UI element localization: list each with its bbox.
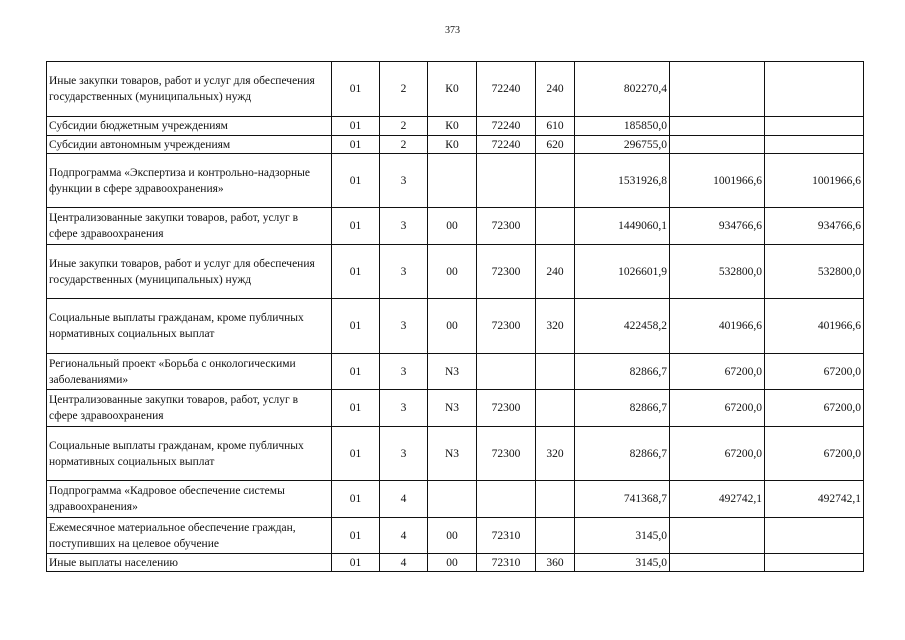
amount-year-3 [765,136,864,154]
subsection-code: 3 [380,354,428,390]
expense-type-code [536,154,575,208]
section-code: 01 [332,154,380,208]
table-row [47,62,864,117]
section-code: 01 [332,554,380,572]
expense-type-code: 620 [536,136,575,154]
target-article-code: 72310 [477,554,536,572]
table-row [47,154,864,208]
table-row [47,481,864,518]
amount-year-2 [670,136,765,154]
expense-type-code: 610 [536,117,575,136]
table-row [47,136,864,154]
amount-year-3: 67200,0 [765,390,864,427]
table-row [47,245,864,299]
amount-year-2: 532800,0 [670,245,765,299]
target-program-code: N3 [428,354,477,390]
section-code: 01 [332,354,380,390]
section-code: 01 [332,427,380,481]
target-article-code: 72240 [477,136,536,154]
amount-year-1: 185850,0 [575,117,670,136]
target-program-code [428,154,477,208]
amount-year-3 [765,554,864,572]
target-article-code: 72240 [477,62,536,117]
target-program-code: 00 [428,208,477,245]
row-name: Субсидии бюджетным учреждениям [47,117,332,136]
amount-year-1: 1026601,9 [575,245,670,299]
target-article-code [477,154,536,208]
amount-year-1: 1449060,1 [575,208,670,245]
section-code: 01 [332,518,380,554]
amount-year-1: 296755,0 [575,136,670,154]
amount-year-1: 802270,4 [575,62,670,117]
target-article-code: 72300 [477,427,536,481]
row-name: Подпрограмма «Кадровое обеспечение системы здравоохранения» [47,481,332,518]
amount-year-2: 1001966,6 [670,154,765,208]
expense-type-code [536,481,575,518]
target-program-code: N3 [428,427,477,481]
section-code: 01 [332,481,380,518]
target-article-code: 72300 [477,208,536,245]
subsection-code: 3 [380,154,428,208]
target-program-code: К0 [428,136,477,154]
amount-year-1: 422458,2 [575,299,670,354]
subsection-code: 3 [380,245,428,299]
amount-year-2: 67200,0 [670,427,765,481]
subsection-code: 3 [380,390,428,427]
expense-type-code: 360 [536,554,575,572]
table-row [47,299,864,354]
budget-table [46,61,864,572]
row-name: Региональный проект «Борьба с онкологическими заболеваниями» [47,354,332,390]
row-name: Иные закупки товаров, работ и услуг для обеспечения государственных (муниципальных) нужд [47,245,332,299]
subsection-code: 2 [380,117,428,136]
amount-year-3: 532800,0 [765,245,864,299]
target-article-code [477,354,536,390]
section-code: 01 [332,117,380,136]
expense-type-code [536,208,575,245]
subsection-code: 2 [380,136,428,154]
section-code: 01 [332,208,380,245]
row-name: Иные закупки товаров, работ и услуг для обеспечения государственных (муниципальных) нужд [47,62,332,117]
target-article-code: 72300 [477,390,536,427]
target-program-code: 00 [428,518,477,554]
table-row [47,554,864,572]
table-row [47,117,864,136]
amount-year-3 [765,62,864,117]
expense-type-code [536,354,575,390]
table-row [47,518,864,554]
target-article-code: 72300 [477,299,536,354]
amount-year-1: 1531926,8 [575,154,670,208]
amount-year-1: 82866,7 [575,427,670,481]
row-name: Подпрограмма «Экспертиза и контрольно-надзорные функции в сфере здравоохранения» [47,154,332,208]
amount-year-2: 67200,0 [670,354,765,390]
table-row [47,208,864,245]
target-article-code [477,481,536,518]
amount-year-3: 1001966,6 [765,154,864,208]
target-article-code: 72240 [477,117,536,136]
target-program-code: К0 [428,62,477,117]
section-code: 01 [332,245,380,299]
amount-year-3: 67200,0 [765,427,864,481]
row-name: Централизованные закупки товаров, работ, услуг в сфере здравоохранения [47,208,332,245]
expense-type-code: 240 [536,62,575,117]
row-name: Ежемесячное материальное обеспечение граждан, поступивших на целевое обучение [47,518,332,554]
amount-year-3: 492742,1 [765,481,864,518]
amount-year-1: 3145,0 [575,518,670,554]
row-name: Иные выплаты населению [47,554,332,572]
amount-year-3: 934766,6 [765,208,864,245]
amount-year-1: 82866,7 [575,354,670,390]
amount-year-3: 401966,6 [765,299,864,354]
section-code: 01 [332,299,380,354]
amount-year-1: 741368,7 [575,481,670,518]
table-row [47,354,864,390]
section-code: 01 [332,136,380,154]
target-program-code: N3 [428,390,477,427]
expense-type-code [536,390,575,427]
target-program-code [428,481,477,518]
subsection-code: 3 [380,299,428,354]
amount-year-2 [670,117,765,136]
amount-year-2 [670,518,765,554]
amount-year-1: 82866,7 [575,390,670,427]
row-name: Социальные выплаты гражданам, кроме публичных нормативных социальных выплат [47,299,332,354]
amount-year-2: 492742,1 [670,481,765,518]
page-number: 373 [445,25,460,36]
amount-year-1: 3145,0 [575,554,670,572]
row-name: Централизованные закупки товаров, работ, услуг в сфере здравоохранения [47,390,332,427]
subsection-code: 2 [380,62,428,117]
target-program-code: 00 [428,245,477,299]
target-article-code: 72310 [477,518,536,554]
row-name: Социальные выплаты гражданам, кроме публичных нормативных социальных выплат [47,427,332,481]
amount-year-3 [765,518,864,554]
expense-type-code: 320 [536,427,575,481]
table-row [47,390,864,427]
expense-type-code: 240 [536,245,575,299]
amount-year-2: 934766,6 [670,208,765,245]
amount-year-3 [765,117,864,136]
amount-year-3: 67200,0 [765,354,864,390]
subsection-code: 3 [380,427,428,481]
section-code: 01 [332,390,380,427]
subsection-code: 4 [380,554,428,572]
subsection-code: 4 [380,481,428,518]
subsection-code: 3 [380,208,428,245]
row-name: Субсидии автономным учреждениям [47,136,332,154]
target-program-code: 00 [428,299,477,354]
section-code: 01 [332,62,380,117]
amount-year-2: 67200,0 [670,390,765,427]
subsection-code: 4 [380,518,428,554]
amount-year-2 [670,554,765,572]
expense-type-code [536,518,575,554]
amount-year-2 [670,62,765,117]
target-program-code: 00 [428,554,477,572]
table-row [47,427,864,481]
expense-type-code: 320 [536,299,575,354]
target-article-code: 72300 [477,245,536,299]
target-program-code: К0 [428,117,477,136]
amount-year-2: 401966,6 [670,299,765,354]
